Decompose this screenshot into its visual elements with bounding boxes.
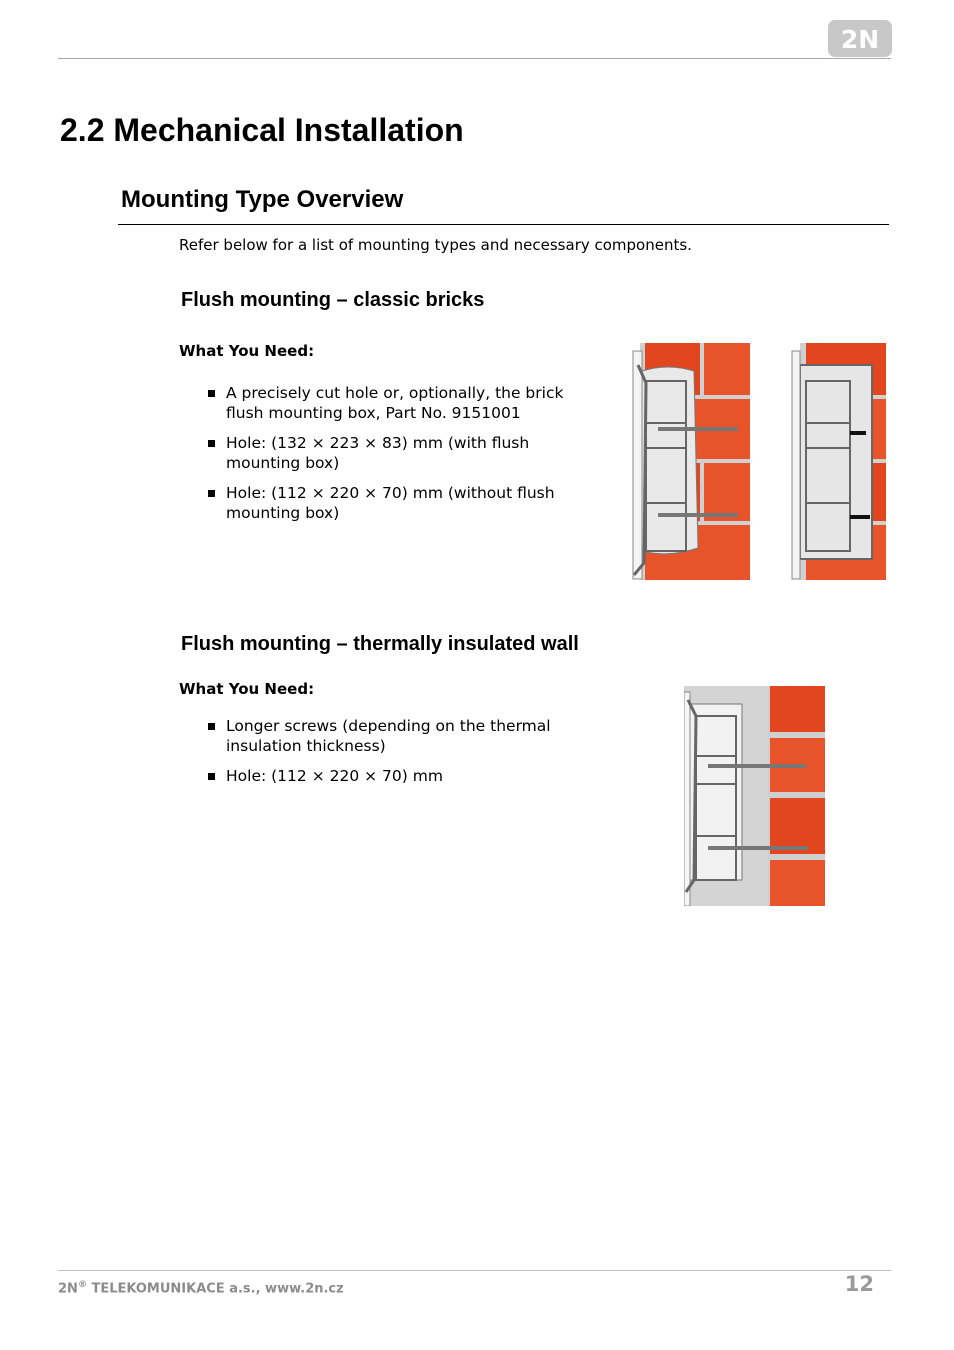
list-item: Longer screws (depending on the thermal insulation thickness) [179, 717, 599, 756]
logo-text: 2N [840, 25, 880, 54]
footer-company-text: TELEKOMUNIKACE a.s., www.2n.cz [86, 1281, 344, 1297]
mounting-type-heading: Flush mounting – thermally insulated wall [181, 633, 579, 655]
footer-divider [58, 1270, 891, 1271]
section-divider [118, 224, 889, 225]
insulated-wall-illustration [684, 686, 825, 906]
brick-mounting-illustration [628, 343, 750, 580]
mounting-type-heading: Flush mounting – classic bricks [181, 289, 485, 311]
list-item: Hole: (132 × 223 × 83) mm (with flush mounting box) [179, 434, 599, 473]
footer-brand: 2N [58, 1281, 78, 1297]
list-item: Hole: (112 × 220 × 70) mm (without flush mounting box) [179, 484, 599, 523]
footer-company [58, 1280, 344, 1296]
requirements-list [179, 384, 599, 534]
list-item: Hole: (112 × 220 × 70) mm [179, 767, 599, 787]
registered-mark: ® [77, 1280, 87, 1290]
section-intro: Refer below for a list of mounting types and necessary components. [179, 236, 692, 254]
page-number: 12 [844, 1272, 874, 1296]
what-you-need-label: What You Need: [179, 680, 315, 698]
company-logo [828, 20, 892, 57]
what-you-need-label: What You Need: [179, 342, 315, 360]
requirements-list [179, 717, 599, 798]
header-divider [58, 58, 891, 59]
section-heading: Mounting Type Overview [121, 186, 404, 213]
flush-box-illustration [786, 343, 886, 580]
list-item: A precisely cut hole or, optionally, the brick flush mounting box, Part No. 9151001 [179, 384, 599, 423]
page-title: 2.2 Mechanical Installation [60, 112, 464, 148]
